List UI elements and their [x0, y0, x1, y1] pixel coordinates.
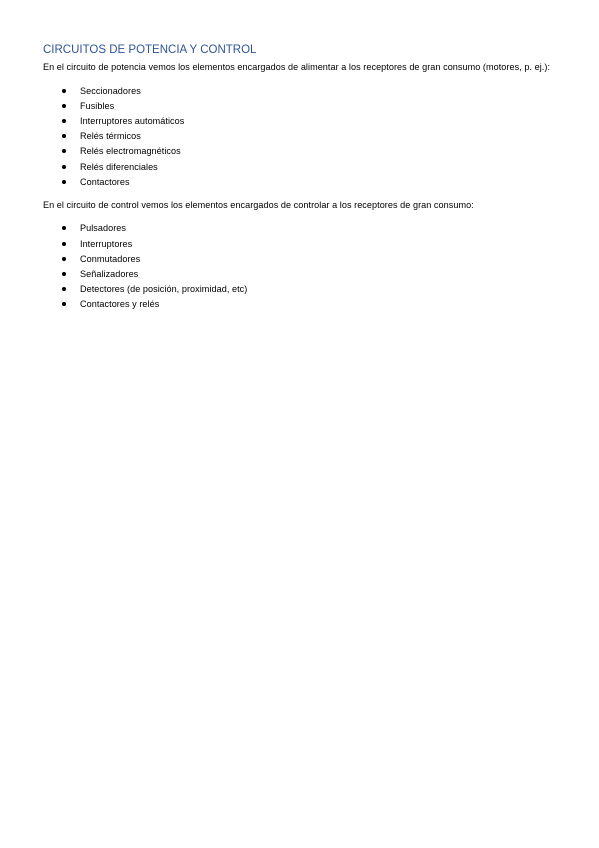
bullet-icon	[62, 180, 66, 184]
list-item-label: Señalizadores	[80, 269, 139, 280]
list-item	[43, 297, 553, 312]
bullet-icon	[62, 134, 66, 138]
list-item-label: Contactores y relés	[80, 299, 160, 310]
list-item-label: Fusibles	[80, 100, 115, 111]
list-item	[43, 144, 553, 159]
list-item-label: Relés térmicos	[80, 131, 141, 142]
list-item-label: Detectores (de posición, proximidad, etc)	[80, 284, 248, 295]
list-item	[43, 267, 553, 282]
bullet-icon	[62, 272, 66, 276]
bullet-icon	[62, 104, 66, 108]
list-item	[43, 252, 553, 267]
bullet-icon	[62, 149, 66, 153]
bullet-icon	[62, 242, 66, 246]
list-item	[43, 282, 553, 297]
list-item-label: Relés diferenciales	[80, 161, 158, 172]
list-item-label: Interruptores	[80, 238, 133, 249]
list-item	[43, 129, 553, 144]
list-item	[43, 160, 553, 175]
power-circuit-intro: En el circuito de potencia vemos los elementos encargados de alimentar a los receptores de gran consumo (motores, p. ej.):	[43, 62, 551, 72]
list-item-label: Seccionadores	[80, 85, 141, 96]
list-item-label: Conmutadores	[80, 253, 141, 264]
list-item	[43, 114, 553, 129]
control-elements-list	[43, 221, 553, 312]
list-item-label: Contactores	[80, 176, 130, 187]
list-item	[43, 99, 553, 114]
list-item-label: Pulsadores	[80, 223, 126, 234]
bullet-icon	[62, 257, 66, 261]
section-heading: CIRCUITOS DE POTENCIA Y CONTROL	[43, 44, 257, 56]
list-item-label: Interruptores automáticos	[80, 115, 185, 126]
bullet-icon	[62, 226, 66, 230]
bullet-icon	[62, 119, 66, 123]
bullet-icon	[62, 165, 66, 169]
bullet-icon	[62, 89, 66, 93]
list-item	[43, 175, 553, 190]
list-item	[43, 237, 553, 252]
bullet-icon	[62, 287, 66, 291]
document-content	[43, 42, 553, 321]
control-circuit-intro: En el circuito de control vemos los elementos encargados de controlar a los receptores de gran consumo:	[43, 199, 474, 210]
bullet-icon	[62, 302, 66, 306]
list-item	[43, 221, 553, 236]
power-elements-list	[43, 84, 553, 190]
list-item	[43, 84, 553, 99]
list-item-label: Relés electromagnéticos	[80, 146, 181, 157]
